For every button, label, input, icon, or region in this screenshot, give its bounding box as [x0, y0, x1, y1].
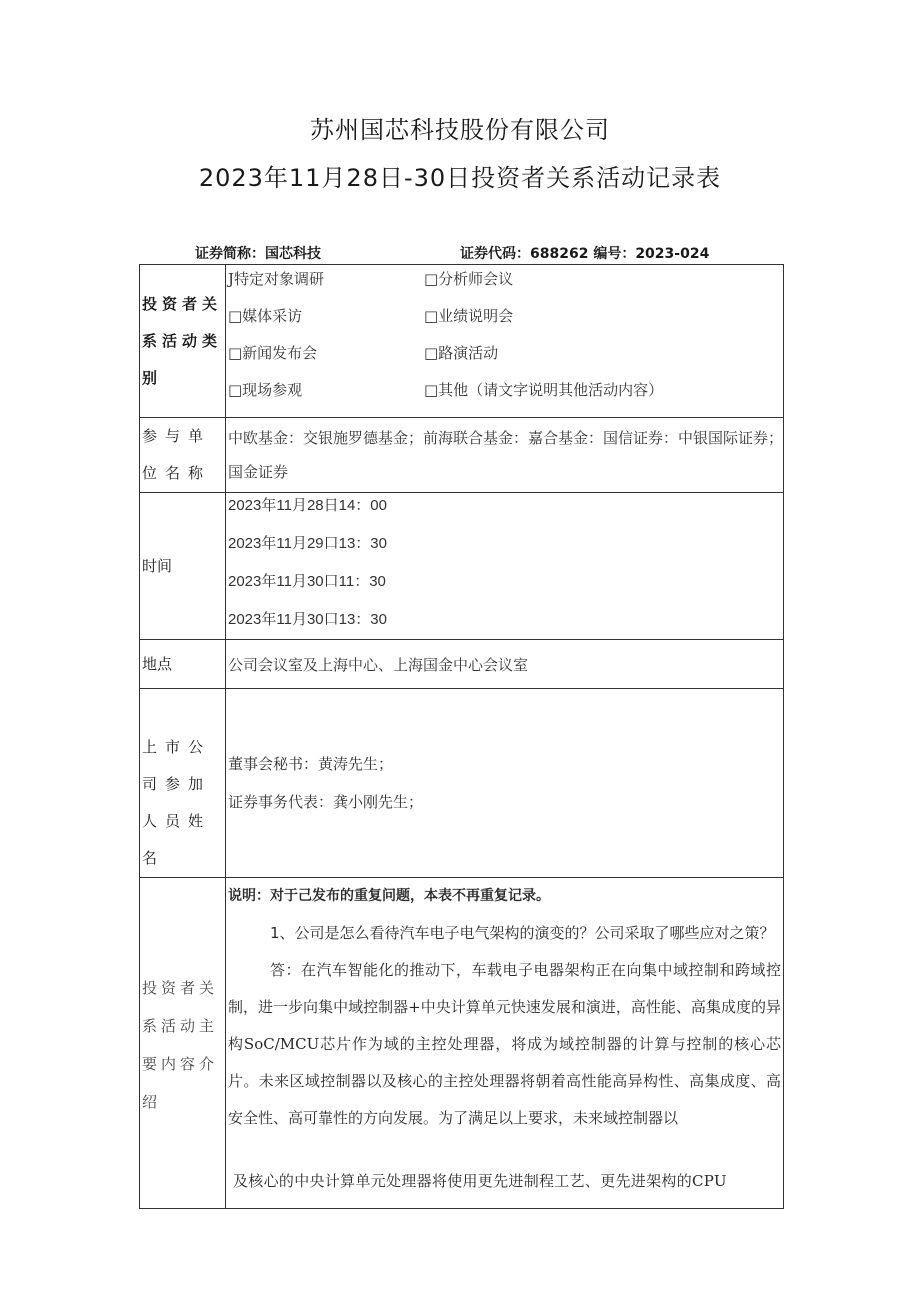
option-analyst-meeting[interactable]: □分析师会议 — [424, 270, 514, 288]
option-press-conference[interactable]: □新闻发布会 — [228, 344, 318, 362]
option-site-visit[interactable]: □现场参观 — [228, 381, 303, 399]
staff-row — [140, 689, 784, 878]
time-entry: 2023年11月28日14：00 — [228, 497, 387, 514]
participants-row — [140, 418, 784, 493]
location-value: 公司会议室及上海中心、上海国金中心会议室 — [226, 640, 784, 689]
time-entry: 2023年11月30口13：30 — [228, 611, 387, 628]
activity-row — [140, 265, 784, 418]
option-row — [228, 298, 783, 335]
location-row — [140, 640, 784, 689]
staff-label: 上市公司参加人员姓名 — [140, 689, 226, 878]
content-row — [140, 878, 784, 1209]
participants-value: 中欧基金：交银施罗德基金；前海联合基金：嘉合基金：国信证券：中银国际证券；国金证券 — [226, 418, 784, 493]
time-label: 时间 — [140, 493, 226, 640]
security-short-name: 证券简称：国芯科技 — [195, 246, 321, 262]
option-row — [228, 372, 783, 409]
option-row — [228, 261, 783, 298]
option-specific-research[interactable]: J特定对象调研 — [228, 270, 325, 288]
continuation-text: 及核心的中央计算单元处理器将使用更先进制程工艺、更先进架构的CPU — [233, 1172, 727, 1190]
option-row — [228, 335, 783, 372]
option-roadshow[interactable]: □路演活动 — [424, 344, 499, 362]
content-text — [228, 878, 783, 1137]
activity-label: 投资者关系活动类别 — [140, 265, 226, 418]
option-earnings-call[interactable]: □业绩说明会 — [424, 307, 514, 325]
content-label: 投资者关系活动主要内容介绍 — [140, 878, 226, 1209]
time-entry: 2023年11月29口13：30 — [228, 535, 387, 552]
option-media-interview[interactable]: □媒体采访 — [228, 307, 303, 325]
staff-secretary: 董事会秘书：黄涛先生； — [228, 755, 394, 773]
location-label: 地点 — [140, 640, 226, 689]
content-note: 说明：对于己发布的重复问题，本表不再重复记录。 — [228, 888, 550, 904]
time-row — [140, 493, 784, 640]
record-table — [139, 264, 784, 1209]
content-answer: 答：在汽车智能化的推动下，车载电子电器架构正在向集中域控制和跨域控制，进一步向集中域控制器+中央计算单元快速发展和演进，高性能、高集成度的异构SoC/MCU芯片作为域的主控处理器，将成为域控制器的计算与控制的核心芯片。未来区域控制器以及核心的主控处理器将朝着高性能高异构性、高集成度、高安全性、高可靠性的方向发展。为了满足以上要求，未来域控制器以 — [228, 961, 781, 1127]
staff-values — [226, 689, 784, 878]
staff-representative: 证券事务代表：龚小刚先生； — [228, 793, 424, 811]
activity-options — [226, 265, 784, 418]
time-values — [226, 493, 784, 640]
record-title: 2023年11月28日-30日投资者关系活动记录表 — [198, 164, 722, 192]
security-code-number: 证券代码：688262 编号：2023-024 — [460, 246, 710, 262]
company-title: 苏州国芯科技股份有限公司 — [310, 116, 610, 144]
time-entry: 2023年11月30口11：30 — [228, 573, 386, 590]
content-question: 1、公司是怎么看待汽车电子电气架构的演变的？公司采取了哪些应对之策？ — [270, 924, 775, 942]
option-other[interactable]: □其他（请文字说明其他活动内容） — [424, 381, 664, 399]
participants-label: 参与单位名称 — [140, 418, 226, 493]
content-body — [226, 878, 784, 1209]
